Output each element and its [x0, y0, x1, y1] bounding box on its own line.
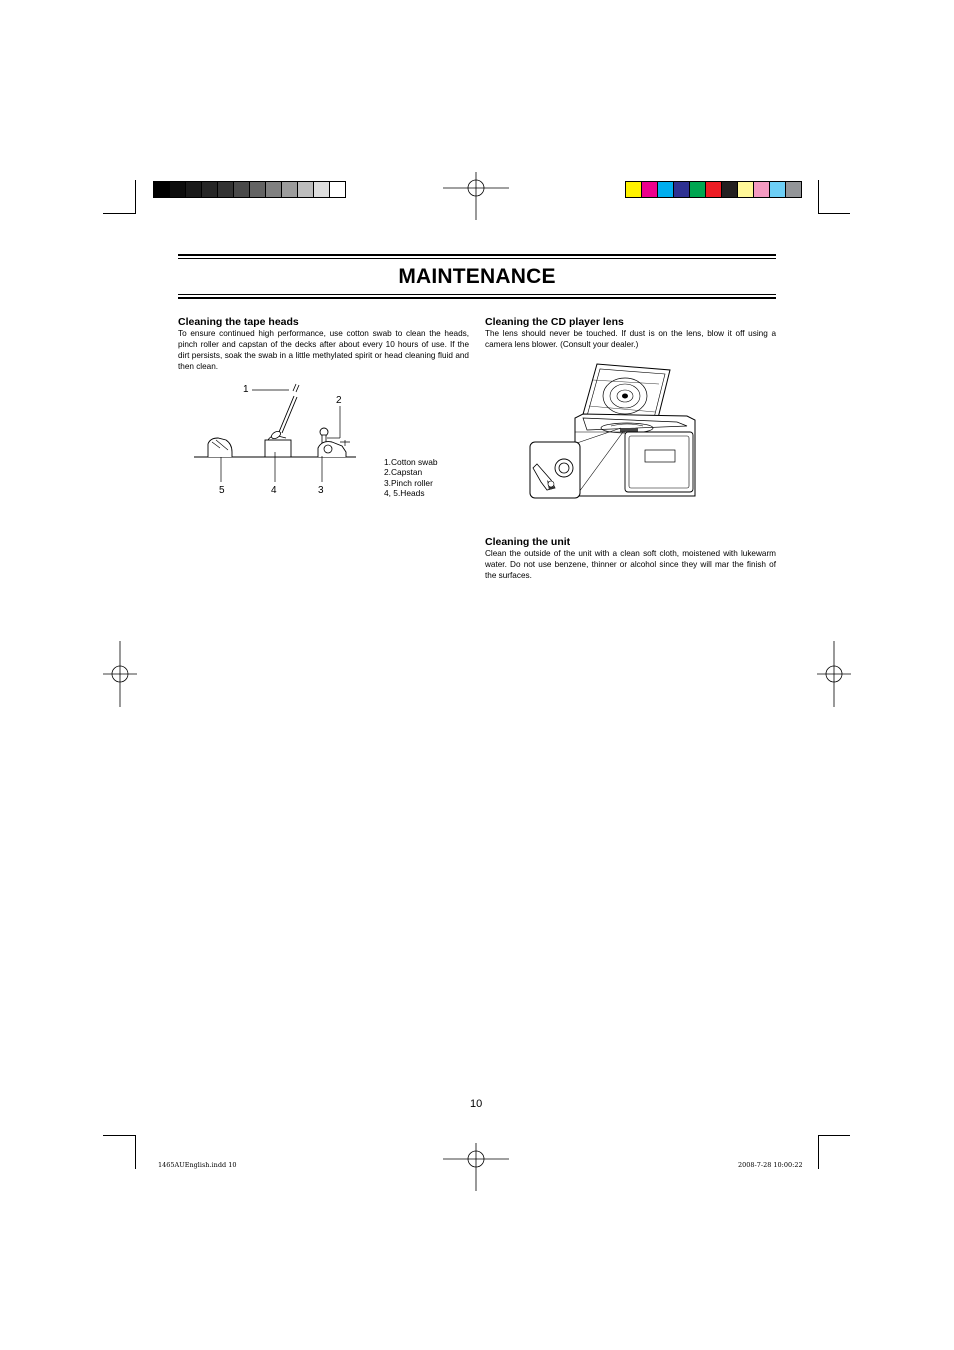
callout-4: 4 — [271, 485, 277, 496]
gray-swatch — [154, 182, 170, 197]
registration-mark-right — [817, 641, 851, 707]
gray-swatch — [266, 182, 282, 197]
gray-swatch — [298, 182, 314, 197]
cd-player-illustration — [527, 360, 707, 504]
color-swatch — [674, 182, 690, 197]
gray-swatch — [170, 182, 186, 197]
cd-lens-body: The lens should never be touched. If dust is on the lens, blow it off using a camera lens blower. (Consult your dealer.) — [485, 329, 776, 349]
title-rule-bottom-thick — [178, 297, 776, 299]
color-swatch — [658, 182, 674, 197]
slug-filename: 1465AUEnglish.indd 10 — [158, 1161, 237, 1169]
registration-mark-bottom — [443, 1143, 509, 1191]
gray-swatch — [234, 182, 250, 197]
callout-5: 5 — [219, 485, 225, 496]
grayscale-color-bar — [153, 181, 346, 198]
callout-3: 3 — [318, 485, 324, 496]
tape-deck-diagram — [190, 382, 370, 482]
color-swatch — [722, 182, 738, 197]
diagram-legend — [384, 457, 438, 499]
gray-swatch — [250, 182, 266, 197]
page-header — [178, 254, 776, 299]
color-swatch — [738, 182, 754, 197]
legend-item: 1.Cotton swab — [384, 457, 438, 467]
color-swatch — [754, 182, 770, 197]
callout-1: 1 — [243, 384, 249, 395]
unit-body: Clean the outside of the unit with a clean soft cloth, moistened with lukewarm water. Do not use benzene, thinner or alcohol since they will mar the finish of the surfaces. — [485, 549, 776, 580]
color-swatch — [786, 182, 801, 197]
tape-heads-body: To ensure continued high performance, use cotton swab to clean the heads, pinch roller and capstan of the decks after about every 10 hours of use. If the dirt persists, soak the swab in a little methylated spirit or head cleaning fluid and then clean. — [178, 329, 469, 371]
color-swatch — [770, 182, 786, 197]
legend-item: 2.Capstan — [384, 467, 423, 478]
page-number: 10 — [470, 1098, 483, 1110]
gray-swatch — [330, 182, 345, 197]
legend-item: 4, 5.Heads — [384, 488, 425, 499]
title-rule-top-thin — [178, 258, 776, 259]
process-color-bar — [625, 181, 802, 198]
tape-heads-heading: Cleaning the tape heads — [178, 316, 299, 328]
registration-mark-left — [103, 641, 137, 707]
callout-2: 2 — [336, 395, 342, 406]
gray-swatch — [202, 182, 218, 197]
cd-lens-heading: Cleaning the CD player lens — [485, 316, 624, 328]
color-swatch — [706, 182, 722, 197]
color-swatch — [642, 182, 658, 197]
unit-heading: Cleaning the unit — [485, 536, 571, 548]
registration-mark-top — [443, 172, 509, 220]
legend-item: 3.Pinch roller — [384, 477, 433, 488]
gray-swatch — [314, 182, 330, 197]
slug-timestamp: 2008-7-28 10:00:22 — [738, 1161, 803, 1169]
color-swatch — [626, 182, 642, 197]
gray-swatch — [282, 182, 298, 197]
gray-swatch — [186, 182, 202, 197]
color-swatch — [690, 182, 706, 197]
page-title: MAINTENANCE — [398, 265, 556, 288]
gray-swatch — [218, 182, 234, 197]
